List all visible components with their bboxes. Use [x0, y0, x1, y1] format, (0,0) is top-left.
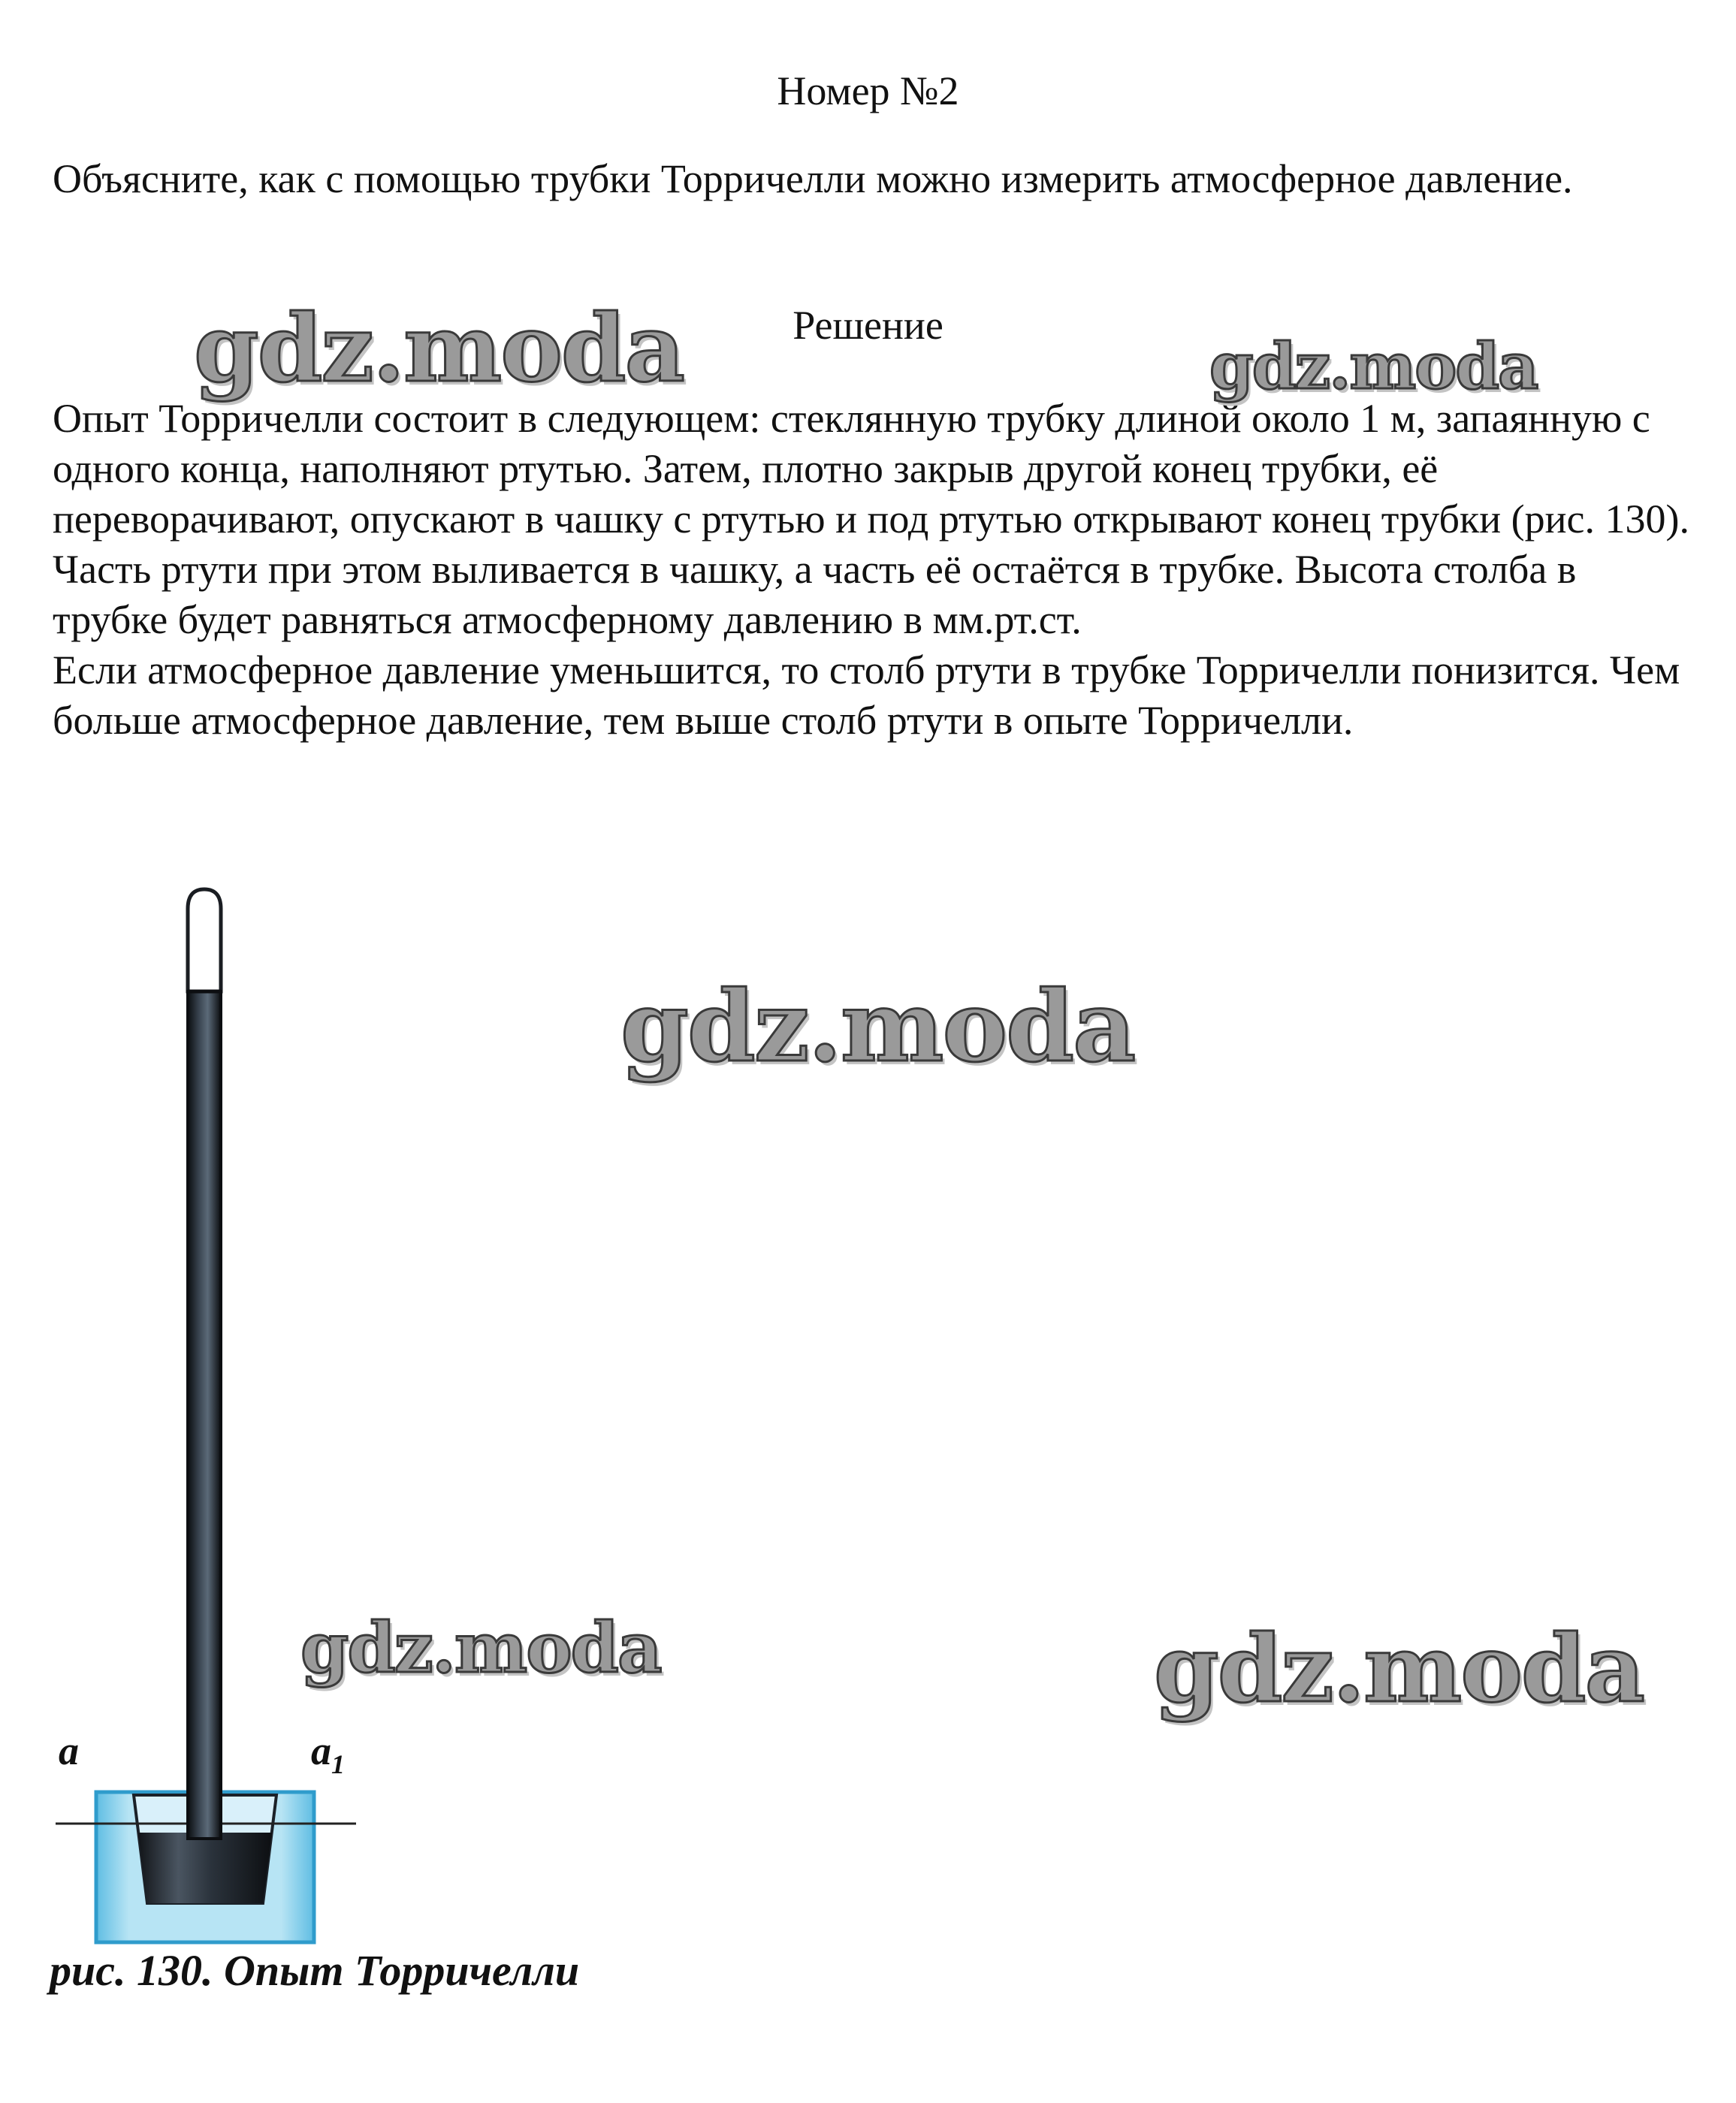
watermark: gdz.moda: [1154, 1615, 1644, 1724]
watermark: gdz.moda: [620, 969, 1135, 1084]
mercury-column: [188, 991, 221, 1839]
watermark: gdz.moda: [194, 294, 684, 403]
question-text: Объясните, как с помощью трубки Торричелли можно измерить атмосферное давление.: [53, 156, 1573, 201]
page-title: Номер №2: [777, 68, 959, 113]
label-a: a: [59, 1728, 79, 1773]
solution-heading: Решение: [793, 303, 943, 348]
watermark: gdz.moda: [300, 1607, 661, 1688]
torricelli-figure: [45, 886, 391, 1953]
figure-caption: рис. 130. Опыт Торричелли: [50, 1946, 580, 1995]
answer-text: [53, 394, 1690, 746]
label-a1-subscript: 1: [331, 1748, 345, 1779]
tube-vacuum: [188, 889, 221, 991]
torricelli-illustration: [45, 886, 391, 1953]
mercury-in-cup: [138, 1833, 272, 1903]
label-a1-letter: a: [311, 1728, 331, 1773]
label-a1: [311, 1727, 345, 1780]
answer-paragraph-2: Если атмосферное давление уменьшится, то столб ртути в трубке Торричелли понизится. Чем больше атмосферное давление, тем выше столб ртути в опыте Торричелли.: [53, 647, 1680, 743]
answer-paragraph-1: Опыт Торричелли состоит в следующем: стеклянную трубку длиной около 1 м, запаянную с одного конца, наполняют ртутью. Затем, плотно закрыв другой конец трубки, её переворачивают, опускают в чашку с ртутью и под ртутью открывают конец трубки (рис. 130). Часть ртути при этом выливается в чашку, а часть её остаётся в трубке. Высота столба в трубке будет равняться атмосферному давлению в мм.рт.ст.: [53, 396, 1689, 642]
watermark: gdz.moda: [1209, 329, 1538, 403]
